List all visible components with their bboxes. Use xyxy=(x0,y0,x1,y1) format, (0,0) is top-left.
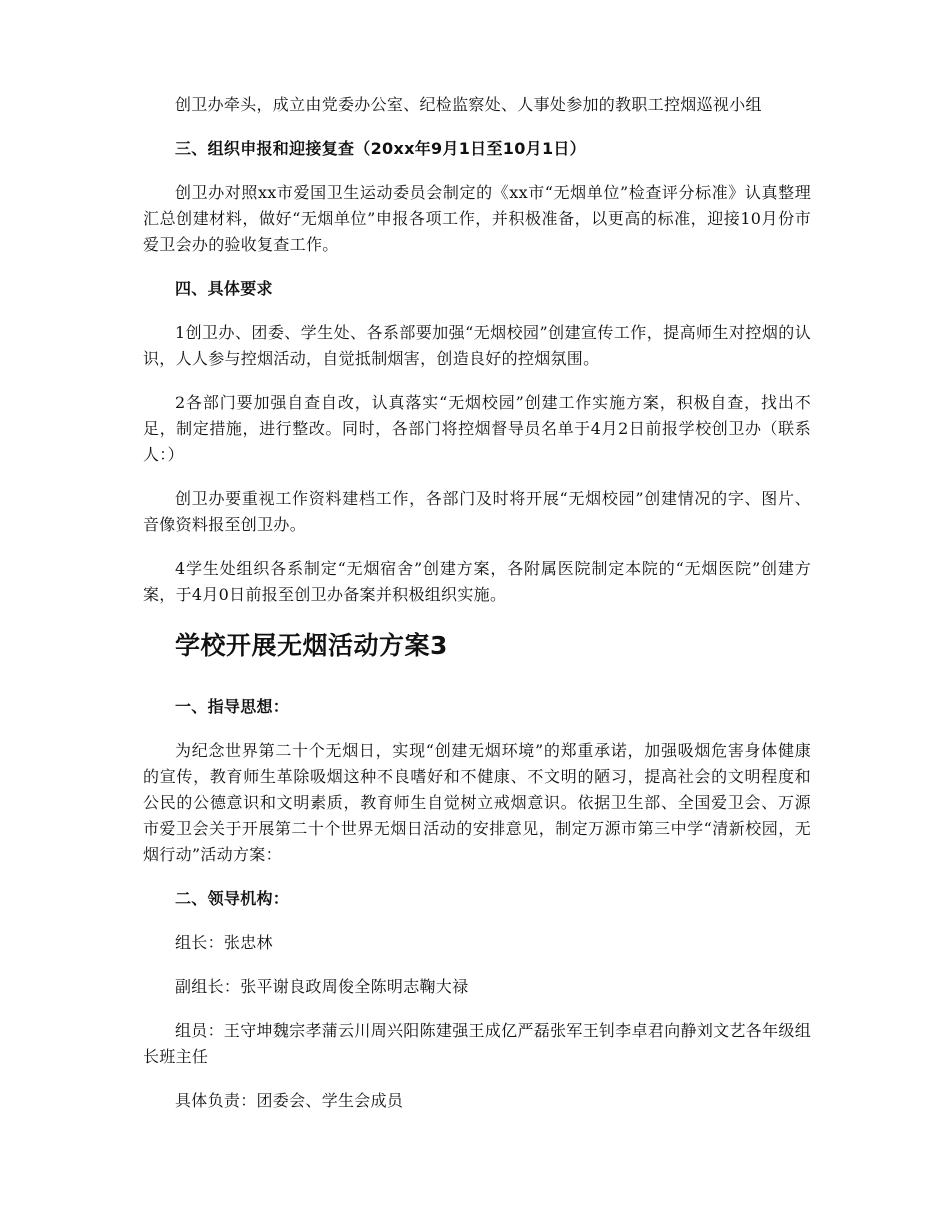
heading-leadership: 二、领导机构： xyxy=(175,889,290,908)
paragraph-requirement-1: 1创卫办、团委、学生处、各系部要加强“无烟校园”创建宣传工作，提高师生对控烟的认识，人人参与控烟活动，自觉抵制烟害，创造良好的控烟氛围。 xyxy=(143,323,811,368)
paragraph-guiding-ideology: 为纪念世界第二十个无烟日，实现“创建无烟环境”的郑重承诺，加强吸烟危害身体健康的宣传，教育师生革除吸烟这种不良嗜好和不健康、不文明的陋习，提高社会的文明程度和公民的公德意识和文明素质，教育师生自觉树立戒烟意识。依据卫生部、全国爱卫会、万源市爱卫会关于开展第二十个世界无烟日活动的安排意见，制定万源市第三中学“清新校园，无烟行动”活动方案： xyxy=(143,741,811,864)
paragraph-requirement-2: 2各部门要加强自查自改，认真落实“无烟校园”创建工作实施方案，积极自查，找出不足，制定措施，进行整改。同时，各部门将控烟督导员名单于4月2日前报学校创卫办（联系人：） xyxy=(143,393,811,464)
paragraph-leader: 组长：张忠林 xyxy=(175,933,273,952)
paragraph-responsible: 具体负责：团委会、学生会成员 xyxy=(175,1091,404,1110)
document-page xyxy=(143,92,811,1132)
paragraph-deputy-leaders: 副组长：张平谢良政周俊全陈明志鞠大禄 xyxy=(175,977,469,996)
heading-requirements: 四、具体要求 xyxy=(175,279,273,298)
heading-application-review: 三、组织申报和迎接复查（20xx年9月1日至10月1日） xyxy=(175,139,586,158)
paragraph-requirement-4: 4学生处组织各系制定“无烟宿舍”创建方案，各附属医院制定本院的“无烟医院”创建方案，于4月0日前报至创卫办备案并积极组织实施。 xyxy=(143,559,811,604)
section-title: 学校开展无烟活动方案3 xyxy=(175,631,448,660)
heading-guiding-ideology: 一、指导思想： xyxy=(175,697,290,716)
paragraph-members: 组员：王守坤魏宗孝蒲云川周兴阳陈建强王成亿严磊张军王钊李卓君向静刘文艺各年级组长班主任 xyxy=(143,1021,811,1066)
paragraph-requirement-3: 创卫办要重视工作资料建档工作，各部门及时将开展“无烟校园”创建情况的字、图片、音像资料报至创卫办。 xyxy=(143,489,811,534)
paragraph-inspection-team: 创卫办牵头，成立由党委办公室、纪检监察处、人事处参加的教职工控烟巡视小组 xyxy=(175,95,762,114)
paragraph-application: 创卫办对照xx市爱国卫生运动委员会制定的《xx市“无烟单位”检查评分标准》认真整理汇总创建材料，做好“无烟单位”申报各项工作，并积极准备，以更高的标准，迎接10月份市爱卫会办的验收复查工作。 xyxy=(143,183,811,254)
